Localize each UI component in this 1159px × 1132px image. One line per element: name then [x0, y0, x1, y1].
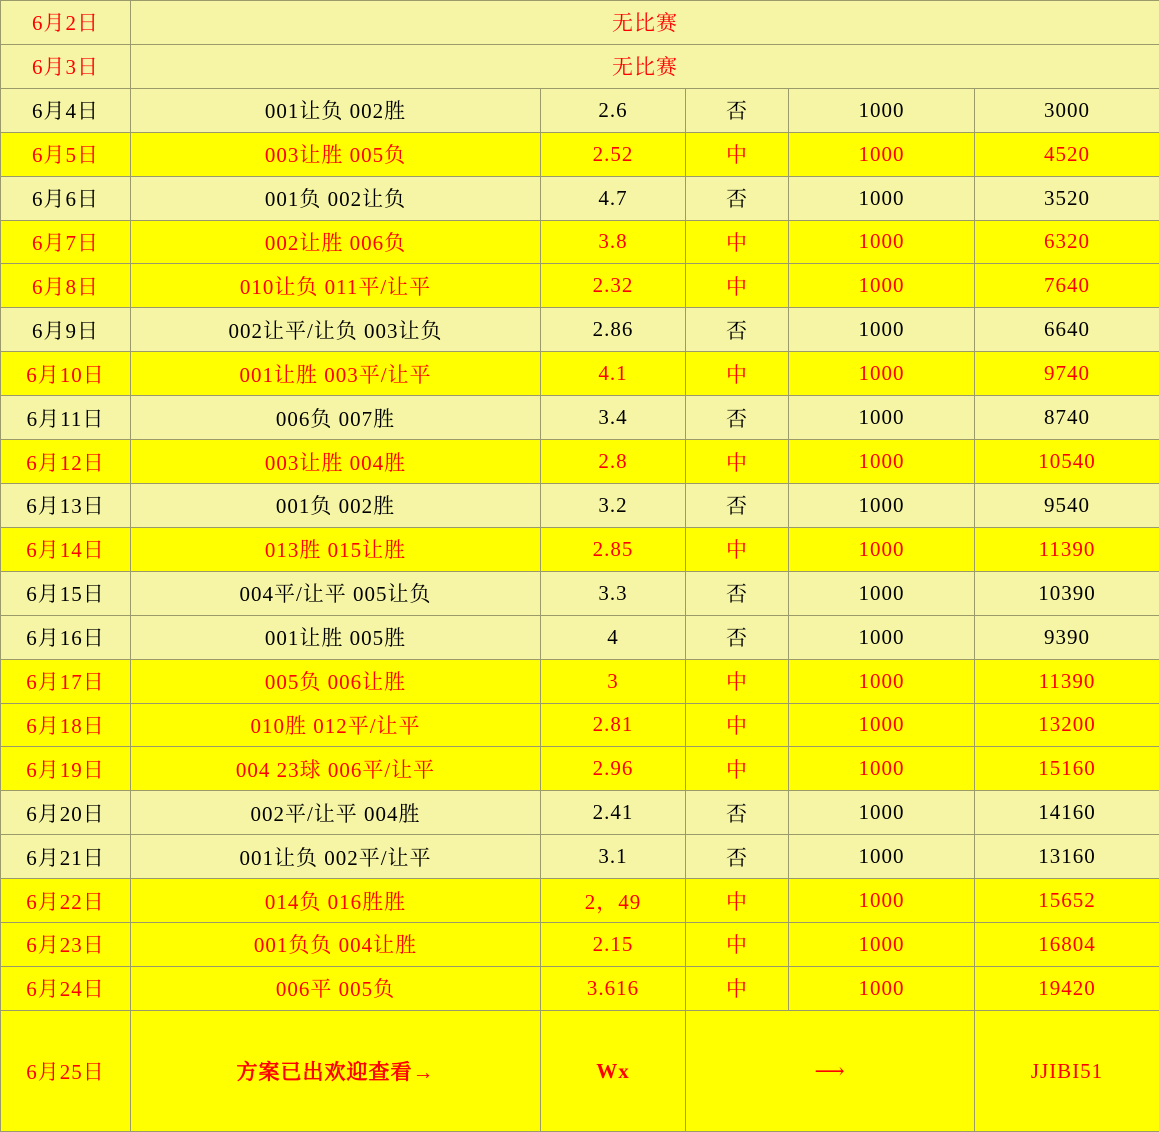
table-row: [1, 352, 1159, 396]
cell-date: 6月9日: [1, 308, 131, 352]
cell-pick: 002让平/让负 003让负: [131, 308, 541, 352]
cell-total: 9740: [975, 352, 1159, 396]
table-row: [1, 396, 1159, 440]
table-row: [1, 703, 1159, 747]
cell-hit: 中: [686, 132, 789, 176]
cell-total: 10540: [975, 440, 1159, 484]
cell-date: 6月3日: [1, 44, 131, 88]
cell-odds: 2.41: [541, 791, 686, 835]
cell-hit: 否: [686, 396, 789, 440]
cell-odds: 4.1: [541, 352, 686, 396]
cell-date: 6月25日: [1, 1011, 131, 1132]
table-row: [1, 923, 1159, 967]
cell-hit: 中: [686, 264, 789, 308]
cell-no-match-note: 无比赛: [131, 1, 1159, 45]
cell-date: 6月4日: [1, 88, 131, 132]
cell-hit: 中: [686, 220, 789, 264]
cell-date: 6月22日: [1, 879, 131, 923]
cell-hit: 否: [686, 308, 789, 352]
cell-total: 14160: [975, 791, 1159, 835]
promo-wechat-id: JJIBI51: [975, 1011, 1159, 1132]
cell-total: 9540: [975, 483, 1159, 527]
cell-stake: 1000: [789, 747, 975, 791]
cell-odds: 2，49: [541, 879, 686, 923]
cell-odds: 3.616: [541, 966, 686, 1010]
table-row: [1, 527, 1159, 571]
cell-pick: 002让胜 006负: [131, 220, 541, 264]
table-row: [1, 264, 1159, 308]
cell-pick: 001让负 002平/让平: [131, 835, 541, 879]
table-row: [1, 747, 1159, 791]
cell-odds: 3.3: [541, 571, 686, 615]
cell-total: 4520: [975, 132, 1159, 176]
cell-date: 6月13日: [1, 483, 131, 527]
cell-hit: 否: [686, 176, 789, 220]
cell-pick: 001负 002让负: [131, 176, 541, 220]
cell-date: 6月8日: [1, 264, 131, 308]
cell-date: 6月21日: [1, 835, 131, 879]
cell-total: 13200: [975, 703, 1159, 747]
promo-message: 方案已出欢迎查看→: [131, 1011, 541, 1132]
cell-date: 6月24日: [1, 966, 131, 1010]
table-row: [1, 571, 1159, 615]
cell-total: 15160: [975, 747, 1159, 791]
cell-hit: 否: [686, 483, 789, 527]
cell-hit: 否: [686, 88, 789, 132]
cell-pick: 010让负 011平/让平: [131, 264, 541, 308]
cell-pick: 004平/让平 005让负: [131, 571, 541, 615]
cell-hit: 中: [686, 440, 789, 484]
cell-hit: 中: [686, 703, 789, 747]
table-row: [1, 835, 1159, 879]
cell-hit: 否: [686, 791, 789, 835]
cell-date: 6月19日: [1, 747, 131, 791]
cell-pick: 013胜 015让胜: [131, 527, 541, 571]
cell-odds: 3.8: [541, 220, 686, 264]
cell-total: 13160: [975, 835, 1159, 879]
cell-total: 3000: [975, 88, 1159, 132]
table-row: [1, 483, 1159, 527]
cell-pick: 006平 005负: [131, 966, 541, 1010]
cell-date: 6月10日: [1, 352, 131, 396]
cell-stake: 1000: [789, 791, 975, 835]
cell-pick: 001让负 002胜: [131, 88, 541, 132]
cell-odds: 2.15: [541, 923, 686, 967]
cell-total: 6320: [975, 220, 1159, 264]
cell-date: 6月5日: [1, 132, 131, 176]
cell-date: 6月12日: [1, 440, 131, 484]
cell-odds: 2.8: [541, 440, 686, 484]
cell-odds: 3.2: [541, 483, 686, 527]
table-row: [1, 966, 1159, 1010]
cell-stake: 1000: [789, 703, 975, 747]
cell-stake: 1000: [789, 88, 975, 132]
cell-odds: 3.4: [541, 396, 686, 440]
cell-total: 10390: [975, 571, 1159, 615]
table-row: [1, 879, 1159, 923]
table-row: [1, 615, 1159, 659]
cell-pick: 001让胜 003平/让平: [131, 352, 541, 396]
cell-stake: 1000: [789, 659, 975, 703]
cell-hit: 中: [686, 352, 789, 396]
cell-hit: 否: [686, 571, 789, 615]
cell-stake: 1000: [789, 176, 975, 220]
cell-hit: 中: [686, 923, 789, 967]
cell-pick: 010胜 012平/让平: [131, 703, 541, 747]
cell-pick: 005负 006让胜: [131, 659, 541, 703]
cell-hit: 否: [686, 615, 789, 659]
cell-stake: 1000: [789, 264, 975, 308]
cell-pick: 001负负 004让胜: [131, 923, 541, 967]
table-row: [1, 659, 1159, 703]
cell-total: 11390: [975, 527, 1159, 571]
table-row: [1, 791, 1159, 835]
cell-date: 6月11日: [1, 396, 131, 440]
arrow-right-icon: ⟶: [686, 1011, 975, 1132]
cell-odds: 4.7: [541, 176, 686, 220]
cell-stake: 1000: [789, 308, 975, 352]
cell-odds: 2.86: [541, 308, 686, 352]
cell-date: 6月14日: [1, 527, 131, 571]
cell-odds: 2.6: [541, 88, 686, 132]
cell-odds: 4: [541, 615, 686, 659]
cell-stake: 1000: [789, 923, 975, 967]
cell-pick: 006负 007胜: [131, 396, 541, 440]
table-row: [1, 44, 1159, 88]
cell-odds: 2.85: [541, 527, 686, 571]
cell-odds: 2.81: [541, 703, 686, 747]
cell-stake: 1000: [789, 571, 975, 615]
cell-hit: 否: [686, 835, 789, 879]
cell-date: 6月17日: [1, 659, 131, 703]
cell-total: 3520: [975, 176, 1159, 220]
cell-no-match-note: 无比赛: [131, 44, 1159, 88]
cell-stake: 1000: [789, 220, 975, 264]
cell-total: 9390: [975, 615, 1159, 659]
cell-total: 8740: [975, 396, 1159, 440]
cell-total: 16804: [975, 923, 1159, 967]
cell-stake: 1000: [789, 879, 975, 923]
cell-total: 19420: [975, 966, 1159, 1010]
cell-stake: 1000: [789, 615, 975, 659]
cell-stake: 1000: [789, 527, 975, 571]
cell-odds: 2.96: [541, 747, 686, 791]
cell-pick: 003让胜 004胜: [131, 440, 541, 484]
table-row: [1, 1, 1159, 45]
cell-date: 6月15日: [1, 571, 131, 615]
table-row: [1, 308, 1159, 352]
cell-date: 6月7日: [1, 220, 131, 264]
cell-hit: 中: [686, 966, 789, 1010]
cell-stake: 1000: [789, 835, 975, 879]
promo-row: [1, 1011, 1159, 1132]
cell-date: 6月23日: [1, 923, 131, 967]
table-row: [1, 132, 1159, 176]
cell-stake: 1000: [789, 966, 975, 1010]
cell-pick: 014负 016胜胜: [131, 879, 541, 923]
cell-hit: 中: [686, 879, 789, 923]
cell-total: 11390: [975, 659, 1159, 703]
cell-odds: 2.52: [541, 132, 686, 176]
cell-pick: 004 23球 006平/让平: [131, 747, 541, 791]
cell-date: 6月2日: [1, 1, 131, 45]
cell-total: 6640: [975, 308, 1159, 352]
cell-odds: 3.1: [541, 835, 686, 879]
cell-stake: 1000: [789, 132, 975, 176]
cell-date: 6月18日: [1, 703, 131, 747]
cell-stake: 1000: [789, 352, 975, 396]
cell-hit: 中: [686, 747, 789, 791]
cell-stake: 1000: [789, 440, 975, 484]
cell-total: 7640: [975, 264, 1159, 308]
cell-odds: 3: [541, 659, 686, 703]
cell-pick: 001负 002胜: [131, 483, 541, 527]
cell-date: 6月20日: [1, 791, 131, 835]
table-body: [1, 1, 1159, 1132]
cell-date: 6月6日: [1, 176, 131, 220]
table-row: [1, 88, 1159, 132]
cell-pick: 001让胜 005胜: [131, 615, 541, 659]
cell-pick: 002平/让平 004胜: [131, 791, 541, 835]
cell-pick: 003让胜 005负: [131, 132, 541, 176]
cell-stake: 1000: [789, 483, 975, 527]
cell-stake: 1000: [789, 396, 975, 440]
table-row: [1, 440, 1159, 484]
cell-odds: 2.32: [541, 264, 686, 308]
table-row: [1, 220, 1159, 264]
cell-date: 6月16日: [1, 615, 131, 659]
promo-wechat-label: Wx: [541, 1011, 686, 1132]
cell-hit: 中: [686, 659, 789, 703]
cell-hit: 中: [686, 527, 789, 571]
table-row: [1, 176, 1159, 220]
cell-total: 15652: [975, 879, 1159, 923]
